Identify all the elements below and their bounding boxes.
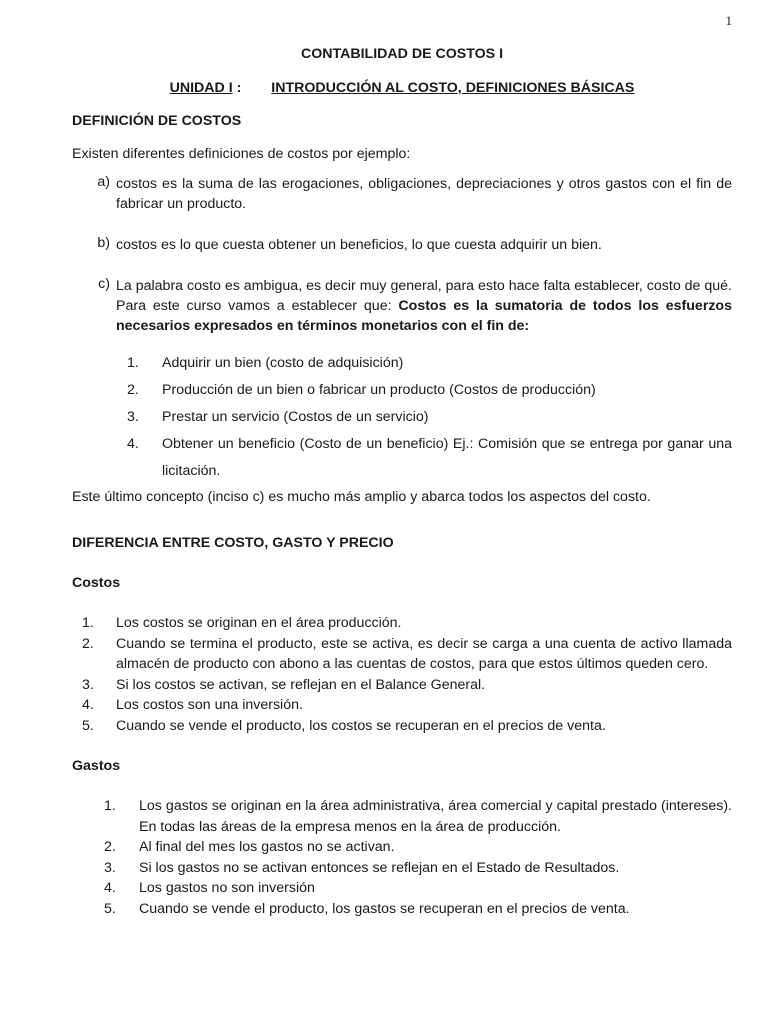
list-marker: 4. (82, 697, 94, 713)
list-item (72, 716, 732, 737)
list-marker: 3. (82, 676, 94, 693)
list-text: Los gastos no son inversión (139, 880, 315, 896)
list-item (72, 235, 732, 255)
list-item (72, 899, 732, 920)
list-item (72, 634, 732, 675)
document-title: CONTABILIDAD DE COSTOS I (300, 46, 504, 62)
list-marker: b) (97, 235, 110, 251)
list-item (72, 350, 732, 377)
list-item (72, 431, 732, 485)
list-text-bold: Costos es la sumatoria de todos los esfuerzos necesarios expresados en términos monetarios con el fin de: (116, 298, 732, 334)
subsection-heading-gastos: Gastos (72, 758, 121, 774)
list-text-regular: La palabra costo es ambigua, es decir muy general, para esto hace falta establecer, costo de qué. Para este curso vamos a establecer que: (116, 278, 732, 314)
list-marker: 1. (127, 355, 139, 371)
document-body (72, 44, 732, 919)
list-marker: 2. (82, 635, 94, 652)
list-marker: 2. (127, 382, 139, 398)
definicion-closing: Este último concepto (inciso c) es mucho más amplio y abarca todos los aspectos del costo. (72, 489, 651, 505)
list-item (72, 695, 732, 716)
list-marker: 4. (104, 880, 116, 896)
definicion-sublist (72, 350, 732, 485)
list-text: costos es la suma de las erogaciones, obligaciones, depreciaciones y otros gastos con el fin de fabricar un producto. (116, 176, 732, 212)
list-marker: 4. (127, 436, 139, 452)
list-text: Producción de un bien o fabricar un producto (Costos de producción) (162, 382, 596, 398)
list-item (72, 377, 732, 404)
list-item (72, 276, 732, 336)
unit-heading (72, 78, 732, 98)
list-marker: 5. (104, 900, 116, 917)
list-item (72, 404, 732, 431)
list-marker: 1. (82, 615, 94, 631)
list-text (116, 276, 732, 336)
list-text: Cuando se vende el producto, los costos se recuperan en el precios de venta. (116, 717, 606, 734)
subsection-heading-costos: Costos (72, 575, 121, 591)
list-item (72, 878, 732, 899)
list-text: costos es lo que cuesta obtener un beneficios, lo que cuesta adquirir un bien. (116, 237, 602, 253)
list-item (72, 837, 732, 858)
unit-title: INTRODUCCIÓN AL COSTO, DEFINICIONES BÁSICAS (271, 80, 635, 96)
list-text: Obtener un beneficio (Costo de un beneficio) Ej.: Comisión que se entrega por ganar una licitación. (162, 436, 732, 479)
page-number: 1 (725, 13, 732, 28)
list-item (72, 796, 732, 837)
list-text: Los costos son una inversión. (116, 697, 303, 713)
list-marker: a) (97, 174, 110, 190)
list-text: Cuando se termina el producto, este se activa, es decir se carga a una cuenta de activo llamada almacén de producto con abono a las cuentas de costos, para que estos últimos queden cero. (116, 635, 732, 672)
list-text: Prestar un servicio (Costos de un servicio) (162, 409, 429, 425)
list-item (72, 174, 732, 214)
unit-label: UNIDAD I (169, 80, 233, 96)
definicion-intro: Existen diferentes definiciones de costos por ejemplo: (72, 146, 411, 162)
list-marker: 3. (127, 409, 139, 425)
list-item (72, 858, 732, 879)
unit-separator: : (236, 80, 242, 96)
list-text: Adquirir un bien (costo de adquisición) (162, 355, 404, 371)
list-item (72, 613, 732, 634)
list-marker: 2. (104, 839, 116, 855)
list-text: Al final del mes los gastos no se activan. (139, 839, 395, 855)
list-marker: c) (98, 276, 110, 292)
list-marker: 1. (104, 798, 116, 814)
costos-list (72, 613, 732, 736)
definicion-list (72, 174, 732, 336)
list-text: Los gastos se originan en la área administrativa, área comercial y capital prestado (intereses). En todas las áreas de la empresa menos en la área de producción. (139, 798, 732, 835)
gastos-list (72, 796, 732, 919)
list-text: Si los gastos no se activan entonces se reflejan en el Estado de Resultados. (139, 859, 620, 876)
section-heading-diferencia: DIFERENCIA ENTRE COSTO, GASTO Y PRECIO (72, 535, 394, 551)
list-marker: 3. (104, 859, 116, 876)
list-text: Si los costos se activan, se reflejan en el Balance General. (116, 676, 486, 693)
list-text: Los costos se originan en el área producción. (116, 615, 402, 631)
list-marker: 5. (82, 717, 94, 734)
list-item (72, 675, 732, 696)
section-heading-definicion: DEFINICIÓN DE COSTOS (72, 113, 242, 129)
list-text: Cuando se vende el producto, los gastos se recuperan en el precios de venta. (139, 900, 630, 917)
